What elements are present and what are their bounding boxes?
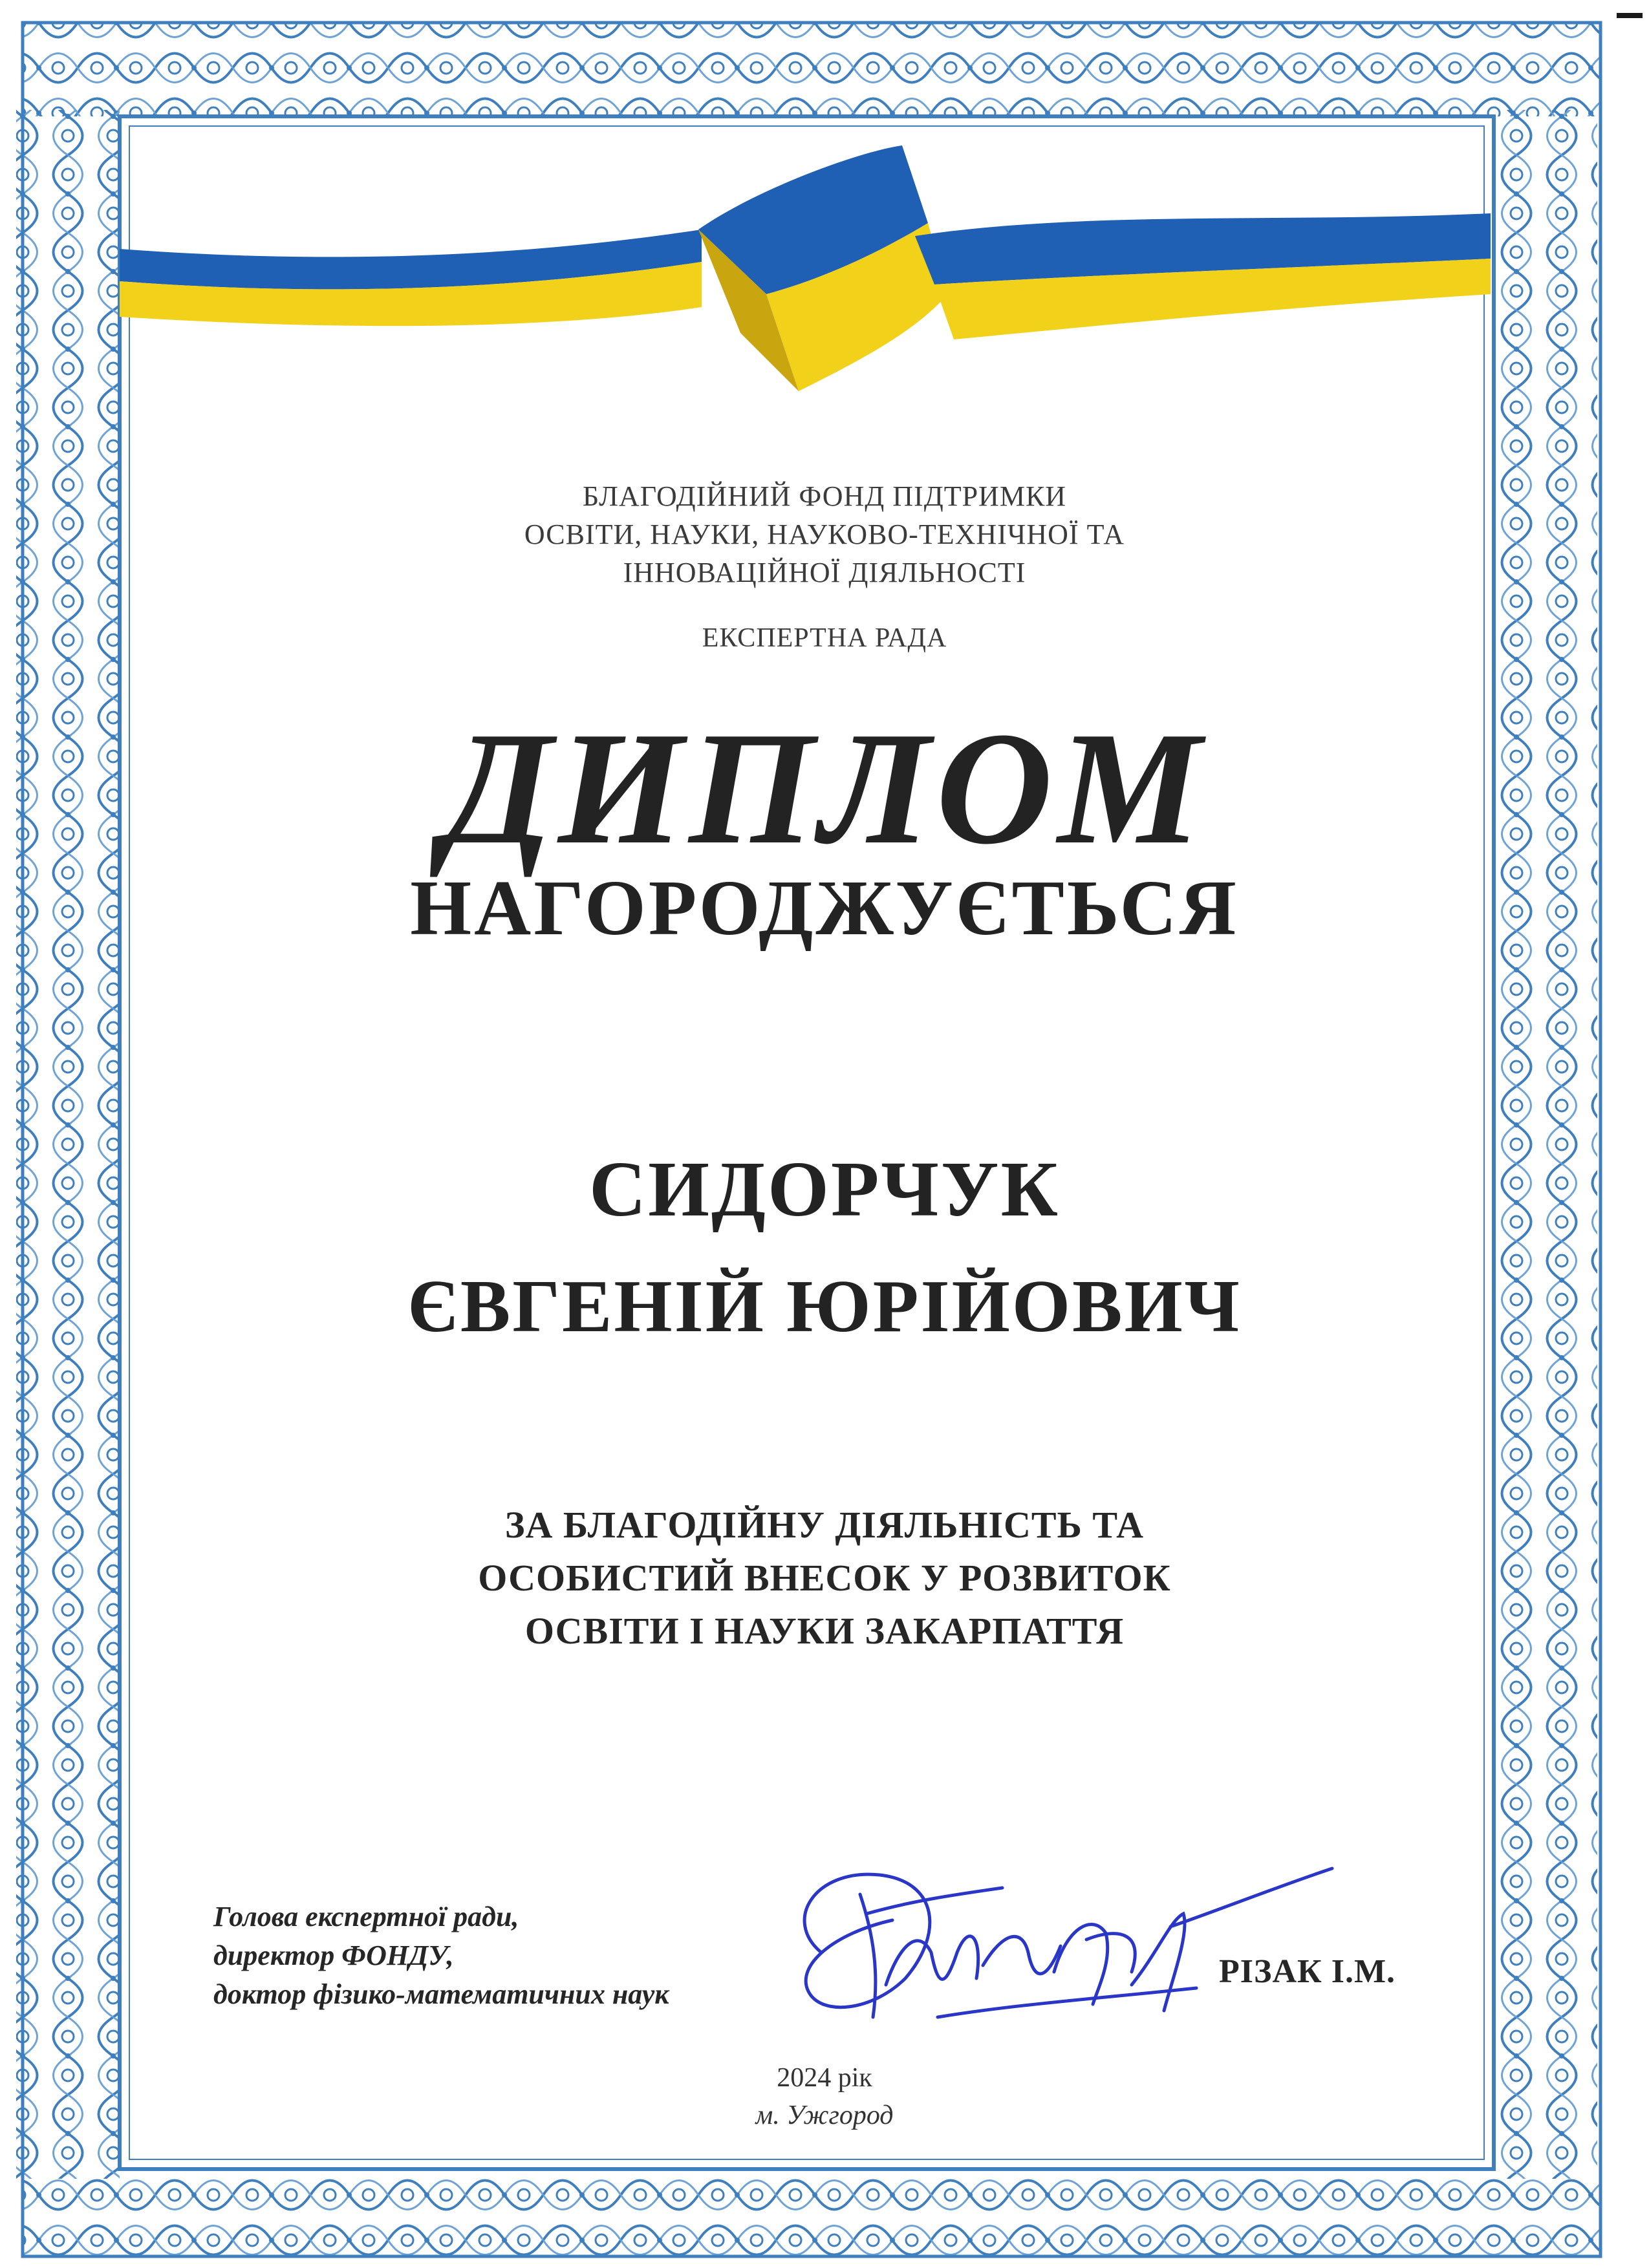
signer-name: РІЗАК І.М.	[1219, 1953, 1396, 1990]
recipient-surname: СИДОРЧУК	[589, 1146, 1060, 1233]
signer-position-line-3: доктор фізико-математичних наук	[213, 1978, 669, 2010]
award-reason-line-1: ЗА БЛАГОДІЙНУ ДІЯЛЬНІСТЬ ТА	[504, 1504, 1145, 1546]
awarded-subtitle: НАГОРОДЖУЄТЬСЯ	[410, 864, 1239, 952]
award-reason	[0, 1499, 1649, 1658]
organization-line-3: ІННОВАЦІЙНОЇ ДІЯЛЬНОСТІ	[623, 557, 1026, 588]
organization-name	[0, 477, 1649, 592]
diploma-title: ДИПЛОМ	[442, 699, 1207, 878]
issue-year: 2024 рік	[777, 2063, 872, 2093]
signer-position-line-1: Голова експертної ради,	[213, 1901, 519, 1932]
award-reason-line-3: ОСВІТИ І НАУКИ ЗАКАРПАТТЯ	[524, 1610, 1125, 1652]
flag-ribbon-icon	[120, 145, 1491, 404]
award-reason-line-2: ОСОБИСТИЙ ВНЕСОК У РОЗВИТОК	[478, 1557, 1171, 1599]
signer-position-line-2: директор ФОНДУ,	[213, 1940, 454, 1971]
scan-mark	[1617, 13, 1643, 18]
organization-line-1: БЛАГОДІЙНИЙ ФОНД ПІДТРИМКИ	[582, 480, 1067, 512]
recipient-given-name: ЄВГЕНІЙ ЮРІЙОВИЧ	[407, 1265, 1242, 1348]
council-name: ЕКСПЕРТНА РАДА	[702, 623, 947, 653]
signer-position	[213, 1898, 669, 2014]
organization-line-2: ОСВІТИ, НАУКИ, НАУКОВО-ТЕХНІЧНОЇ ТА	[524, 519, 1125, 550]
issue-city: м. Ужгород	[755, 2101, 894, 2130]
